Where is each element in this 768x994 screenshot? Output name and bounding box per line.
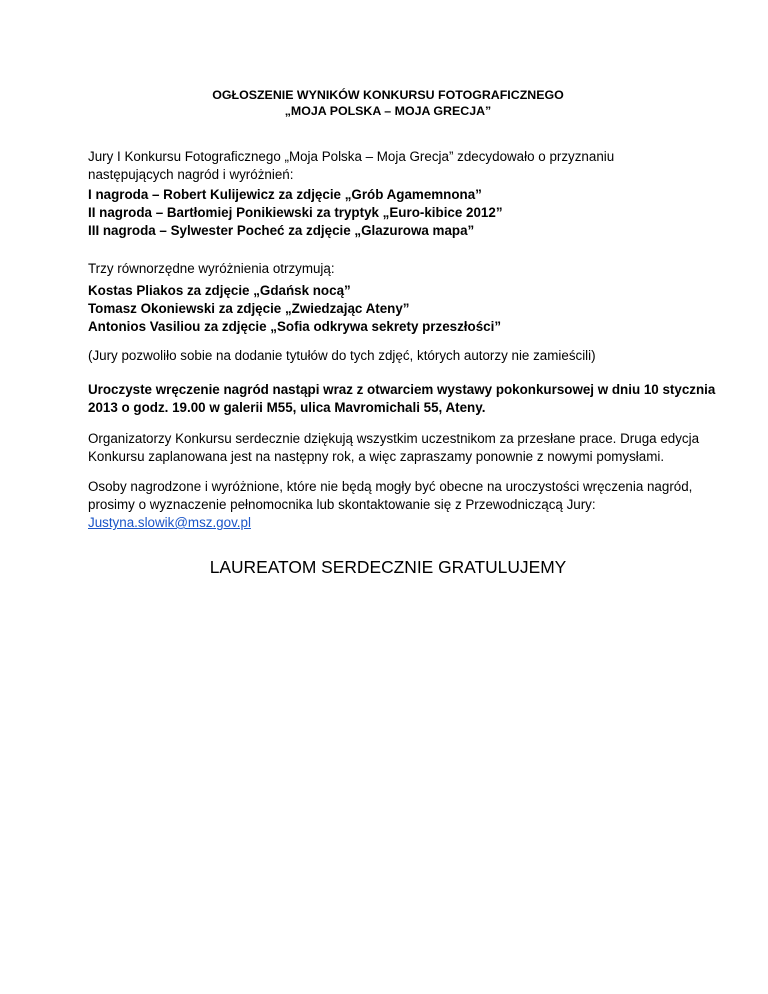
intro-line-1: Jury I Konkursu Fotograficznego „Moja Polska – Moja Grecja” zdecydowało o przyznaniu xyxy=(88,149,615,164)
prize-item-3: III nagroda – Sylwester Pocheć za zdjęcie „Glazurowa mapa” xyxy=(88,223,475,238)
title-line-2: „MOJA POLSKA – MOJA GRECJA” xyxy=(284,104,492,118)
thanks-line-2: Konkursu zaplanowana jest na następny rok, a więc zapraszamy ponownie z nowymi pomysłami. xyxy=(88,449,665,464)
honor-item-1: Kostas Pliakos za zdjęcie „Gdańsk nocą” xyxy=(88,283,351,298)
jury-email-link[interactable]: Justyna.slowik@msz.gov.pl xyxy=(88,515,251,530)
prizes-list xyxy=(88,186,688,240)
jury-note-text: (Jury pozwoliło sobie na dodanie tytułów do tych zdjęć, których autorzy nie zamieścili) xyxy=(88,348,596,363)
jury-note xyxy=(88,347,688,365)
thanks-paragraph xyxy=(88,430,700,466)
prize-item-2: II nagroda – Bartłomiej Ponikiewski za tryptyk „Euro-kibice 2012” xyxy=(88,205,503,220)
honor-item-3: Antonios Vasiliou za zdjęcie „Sofia odkrywa sekrety przeszłości” xyxy=(88,319,502,334)
intro-line-2: następujących nagród i wyróżnień: xyxy=(88,167,294,182)
intro-paragraph xyxy=(88,148,688,184)
ceremony-paragraph xyxy=(88,381,716,417)
ceremony-line-1: Uroczyste wręczenie nagród nastąpi wraz z otwarciem wystawy pokonkursowej w dniu 10 stycznia xyxy=(88,382,716,397)
contact-line-1: Osoby nagrodzone i wyróżnione, które nie będą mogły być obecne na uroczystości wręczenia nagród, xyxy=(88,479,693,494)
ceremony-line-2: 2013 o godz. 19.00 w galerii M55, ulica Mavromichali 55, Ateny. xyxy=(88,400,486,415)
honors-list xyxy=(88,282,688,336)
thanks-line-1: Organizatorzy Konkursu serdecznie dziękują wszystkim uczestnikom za przesłane prace. Druga edycja xyxy=(88,431,700,446)
honor-item-2: Tomasz Okoniewski za zdjęcie „Zwiedzając Ateny” xyxy=(88,301,410,316)
prize-item-1: I nagroda – Robert Kulijewicz za zdjęcie „Grób Agamemnona” xyxy=(88,187,482,202)
document-title xyxy=(88,87,688,119)
honors-intro-text: Trzy równorzędne wyróżnienia otrzymują: xyxy=(88,261,335,276)
title-line-1: OGŁOSZENIE WYNIKÓW KONKURSU FOTOGRAFICZNEGO xyxy=(212,88,564,102)
contact-line-2: prosimy o wyznaczenie pełnomocnika lub skontaktowanie się z Przewodniczącą Jury: xyxy=(88,497,596,512)
contact-paragraph xyxy=(88,478,693,532)
honors-intro xyxy=(88,260,688,278)
closing-heading: LAUREATOM SERDECZNIE GRATULUJEMY xyxy=(209,557,567,577)
